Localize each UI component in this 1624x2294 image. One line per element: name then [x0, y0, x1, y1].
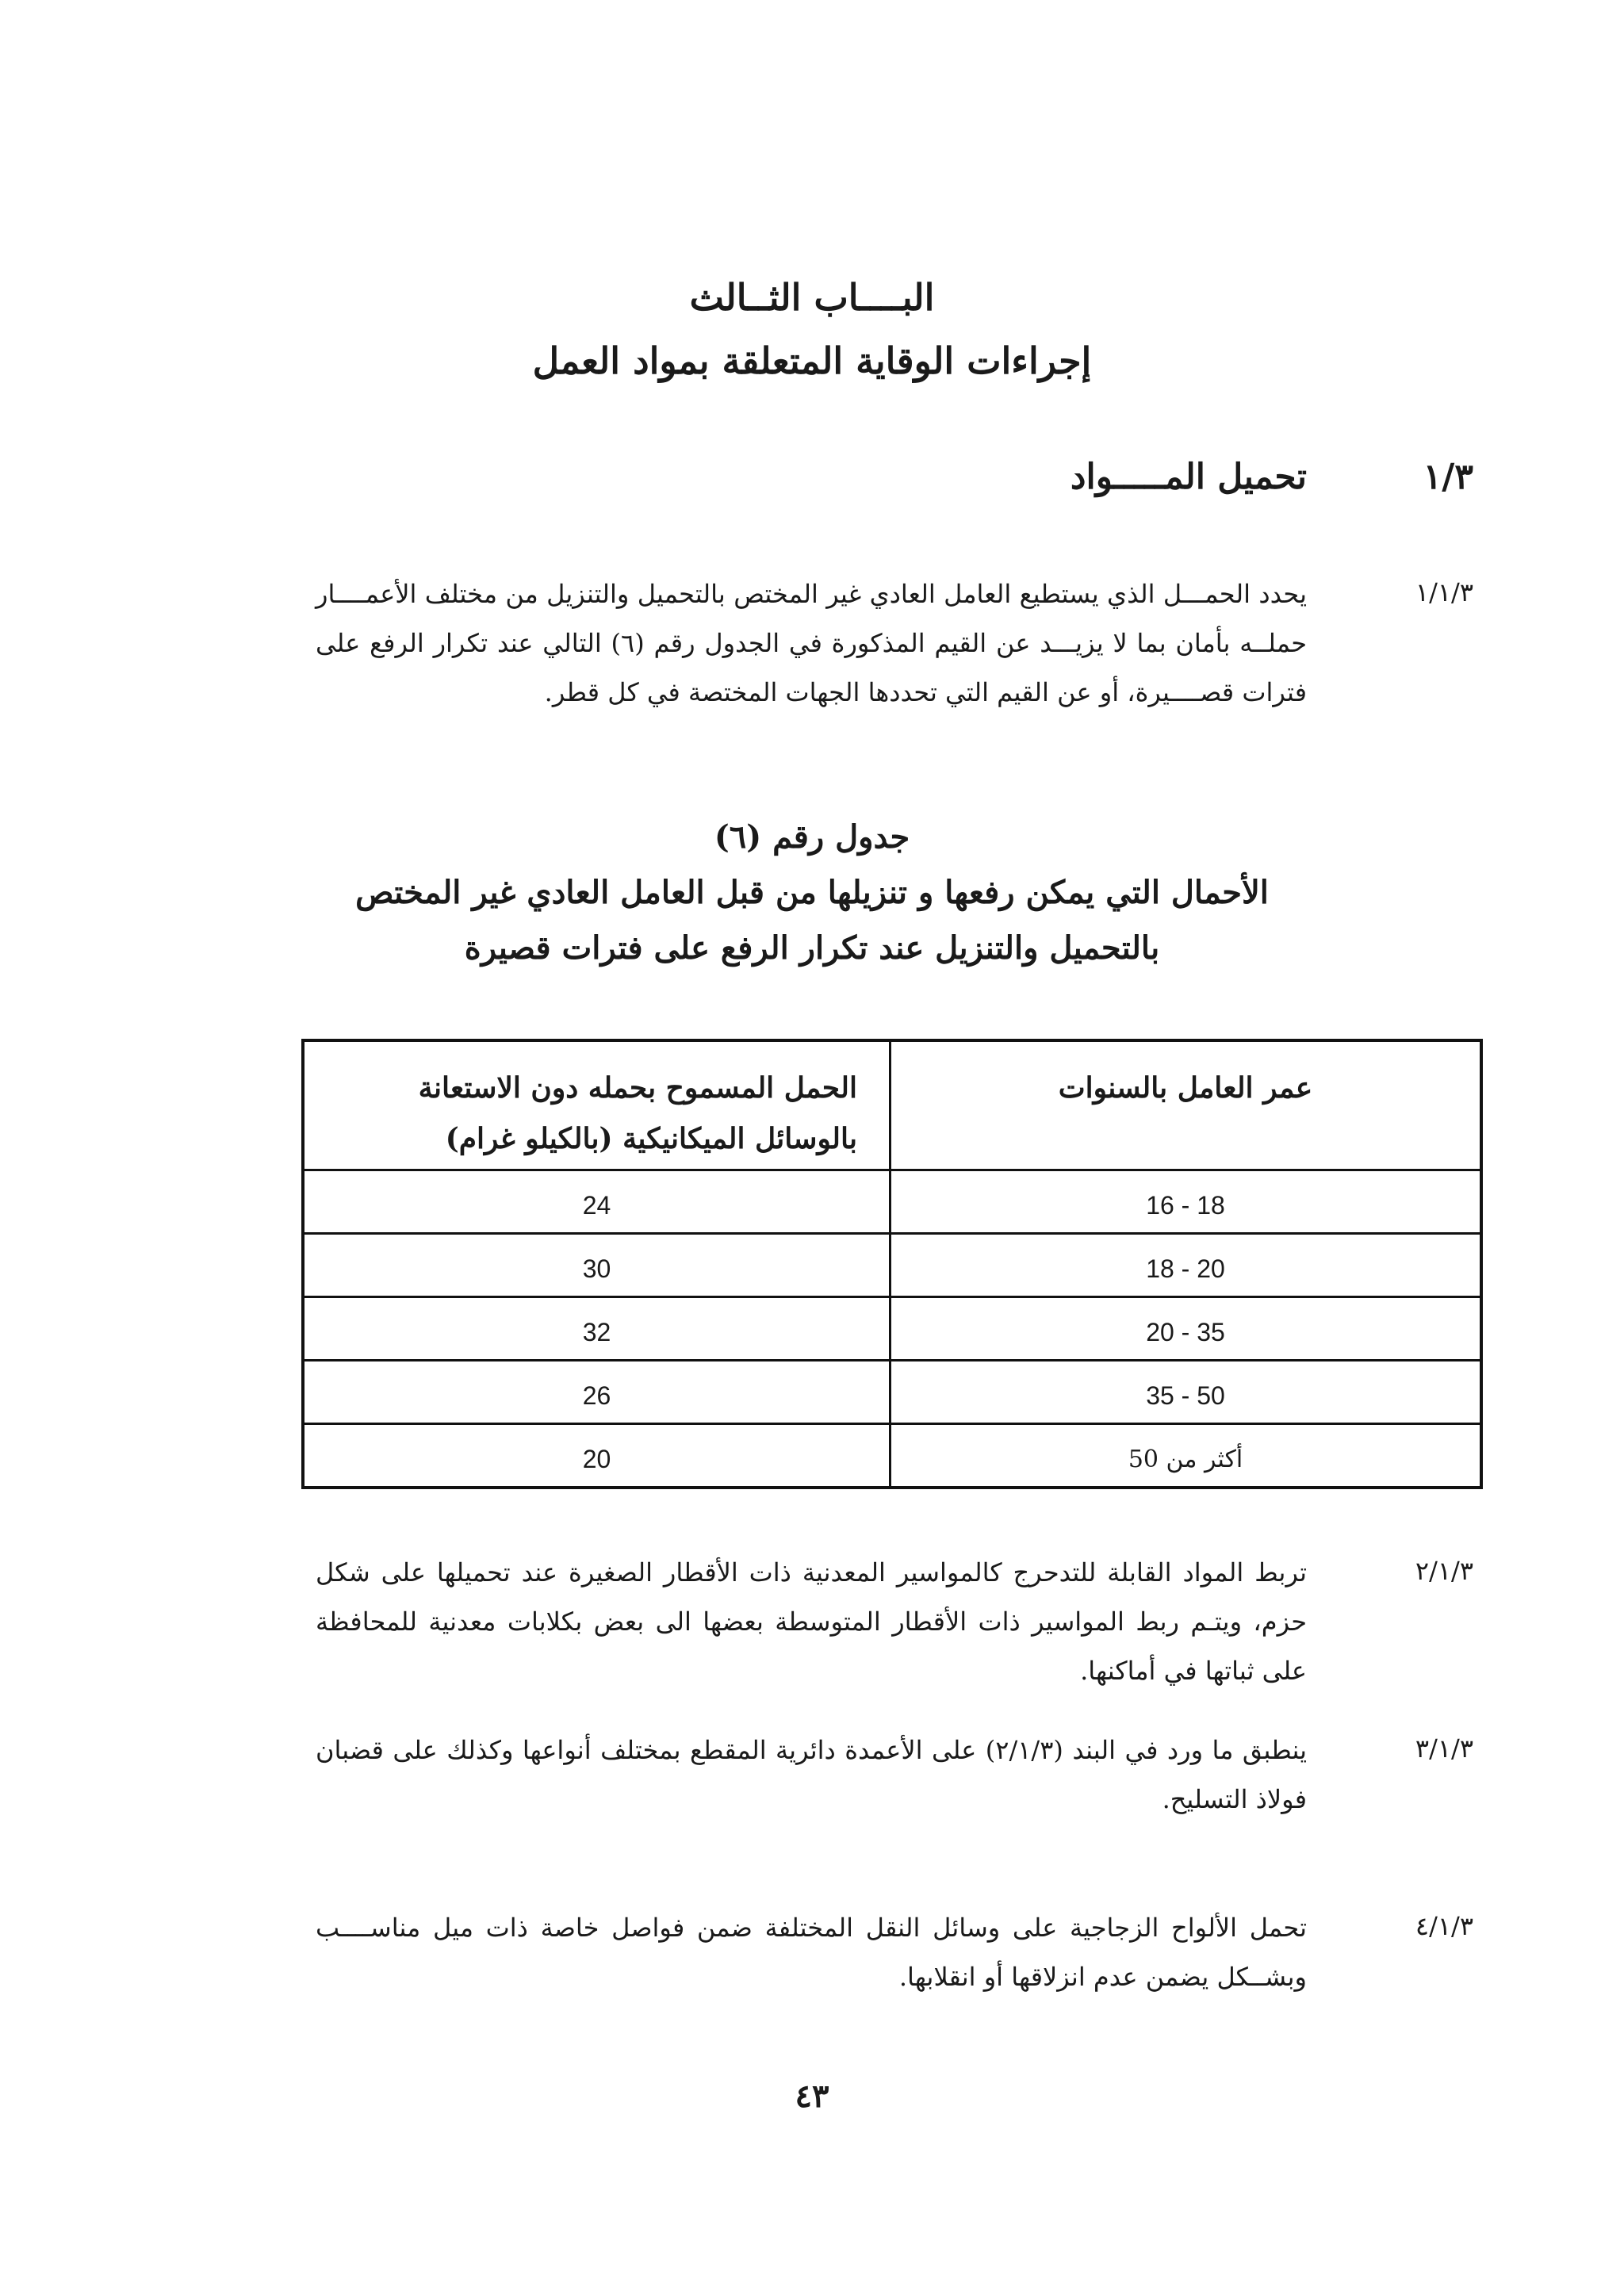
load-cell: 24: [582, 1191, 611, 1220]
table-caption-number: جدول رقم (٦): [714, 818, 910, 856]
paragraph-number: ١/١/٣: [1415, 577, 1473, 607]
table-header-row: [304, 1042, 1480, 1169]
paragraph-text: تحمل الألواح الزجاجية على وسائل النقل المختلفة ضمن فواصل خاصة ذات ميل مناســــب وبشــكل يضمن عدم انزلاقها أو انقلابها.: [316, 1913, 1307, 1992]
table-caption-line2: بالتحميل والتنزيل عند تكرار الرفع على فترات قصيرة: [464, 929, 1160, 967]
paragraph-text: تربط المواد القابلة للتدحرج كالمواسير المعدنية ذات الأقطار الصغيرة عند تحميلها على شكل حزم، ويتـم ربط المواسير ذات الأقطار المتوسطة بعضها الى بعض بكلابات معدنية للمحافظة على ثباتها في أماكنها.: [316, 1557, 1307, 1686]
age-cell: 18 - 16: [889, 1171, 1480, 1232]
load-cell: 32: [582, 1318, 611, 1346]
paragraph-number: ٣/١/٣: [1415, 1733, 1473, 1764]
paragraph-number: ٢/١/٣: [1415, 1556, 1473, 1586]
table-row: [304, 1359, 1480, 1423]
load-cell: 26: [582, 1381, 611, 1410]
table-caption-line1: الأحمال التي يمكن رفعها و تنزيلها من قبل العامل العادي غير المختص: [355, 874, 1269, 911]
paragraph-text: يحدد الحمـــل الذي يستطيع العامل العادي غير المختص بالتحميل والتنزيل من مختلف الأعمــــار حملــه بأمان بما لا يزيـــد عن القيم المذكورة في الجدول رقم (٦) التالي عند تكرار الرفع على فترات قصــــيرة، أو عن القيم التي تحددها الجهات المختصة في كل قطر.: [316, 579, 1308, 707]
age-cell: 35 - 20: [889, 1298, 1480, 1359]
table-row: [304, 1232, 1480, 1296]
section-number: ١/٣: [1423, 457, 1473, 497]
chapter-subtitle: إجراءات الوقاية المتعلقة بمواد العمل: [532, 339, 1092, 382]
header-age: عمر العامل بالسنوات: [889, 1042, 1480, 1169]
paragraph-number: ٤/١/٣: [1415, 1911, 1473, 1941]
paragraph-text: ينطبق ما ورد في البند (٢/١/٣) على الأعمدة دائرية المقطع بمختلف أنواعها وكذلك على قضبان فولاذ التسليح.: [316, 1735, 1308, 1814]
load-cell: 30: [582, 1254, 611, 1283]
section-title: تحميل المـــــواد: [1070, 457, 1307, 497]
table-row: [304, 1423, 1480, 1486]
table-row: [304, 1296, 1480, 1359]
header-load: الحمل المسموح بحمله دون الاستعانة بالوسائل الميكانيكية (بالكيلو غرام): [418, 1071, 857, 1155]
load-cell: 20: [582, 1445, 611, 1473]
page-number: ٤٣: [795, 2078, 829, 2115]
age-cell: 20 - 18: [889, 1235, 1480, 1296]
table-row: [304, 1169, 1480, 1232]
chapter-title: البــــاب الثــالث: [689, 276, 935, 319]
load-limits-table: [301, 1039, 1483, 1489]
age-cell: أكثر من 50: [889, 1425, 1480, 1486]
age-cell: 50 - 35: [889, 1361, 1480, 1423]
